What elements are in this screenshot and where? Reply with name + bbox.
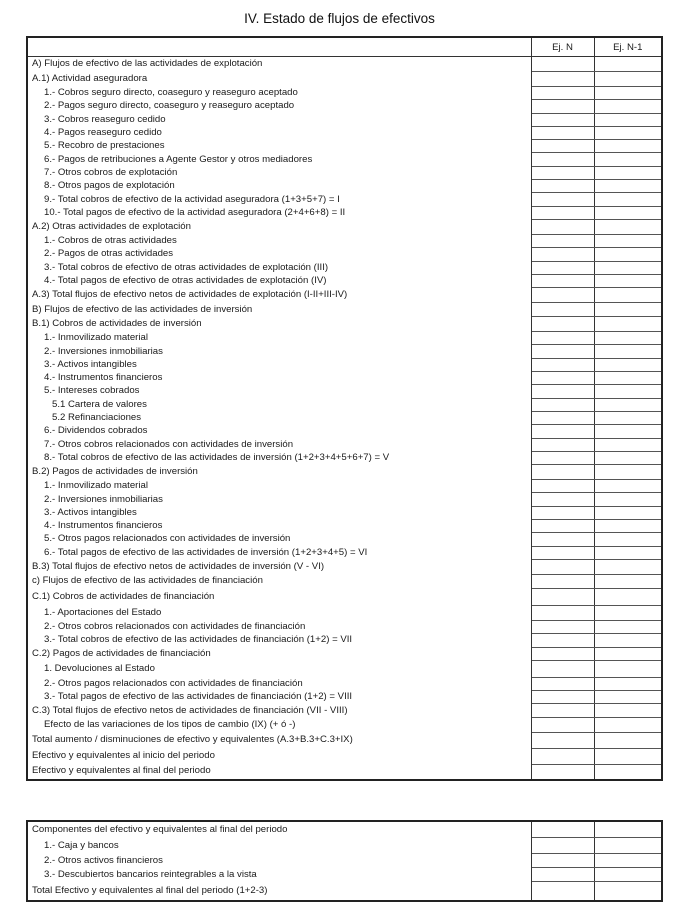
row-label: 3.- Activos intangibles bbox=[27, 358, 531, 371]
value-current-year[interactable] bbox=[531, 605, 594, 620]
cash-components-body bbox=[27, 821, 662, 901]
row-label: 4.- Instrumentos financieros bbox=[27, 520, 531, 533]
table-row bbox=[27, 234, 662, 247]
value-current-year[interactable] bbox=[531, 425, 594, 438]
value-current-year[interactable] bbox=[531, 821, 594, 838]
row-label: 4.- Total pagos de efectivo de otras actividades de explotación (IV) bbox=[27, 274, 531, 287]
table-row bbox=[27, 206, 662, 219]
value-current-year[interactable] bbox=[531, 303, 594, 317]
value-previous-year[interactable] bbox=[594, 465, 662, 480]
table-row bbox=[27, 57, 662, 72]
table-row bbox=[27, 385, 662, 398]
value-current-year[interactable] bbox=[531, 438, 594, 451]
value-current-year[interactable] bbox=[531, 451, 594, 464]
value-previous-year[interactable] bbox=[594, 438, 662, 451]
value-previous-year[interactable] bbox=[594, 193, 662, 206]
value-previous-year[interactable] bbox=[594, 660, 662, 677]
row-label: 5.- Otros pagos relacionados con actividades de inversión bbox=[27, 533, 531, 546]
value-previous-year[interactable] bbox=[594, 248, 662, 261]
row-label: Total aumento / disminuciones de efectivo y equivalentes (A.3+B.3+C.3+IX) bbox=[27, 732, 531, 748]
row-label: 1.- Cobros de otras actividades bbox=[27, 234, 531, 247]
table-row bbox=[27, 704, 662, 717]
table-row bbox=[27, 166, 662, 179]
table-row bbox=[27, 821, 662, 838]
value-current-year[interactable] bbox=[531, 234, 594, 247]
table-row bbox=[27, 493, 662, 506]
value-current-year[interactable] bbox=[531, 838, 594, 854]
value-previous-year[interactable] bbox=[594, 206, 662, 219]
value-current-year[interactable] bbox=[531, 546, 594, 559]
table-row bbox=[27, 425, 662, 438]
table-row bbox=[27, 634, 662, 647]
row-label: 2.- Inversiones inmobiliarias bbox=[27, 493, 531, 506]
value-current-year[interactable] bbox=[531, 506, 594, 519]
value-previous-year[interactable] bbox=[594, 87, 662, 100]
value-current-year[interactable] bbox=[531, 385, 594, 398]
row-label: C.3) Total flujos de efectivo netos de actividades de financiación (VII - VIII) bbox=[27, 704, 531, 717]
page-title: IV. Estado de flujos de efectivos bbox=[244, 11, 435, 26]
row-label: 7.- Otros cobros relacionados con actividades de inversión bbox=[27, 438, 531, 451]
value-previous-year[interactable] bbox=[594, 677, 662, 690]
value-previous-year[interactable] bbox=[594, 717, 662, 732]
table-row bbox=[27, 438, 662, 451]
value-current-year[interactable] bbox=[531, 480, 594, 493]
value-previous-year[interactable] bbox=[594, 451, 662, 464]
row-label: A) Flujos de efectivo de las actividades de explotación bbox=[27, 57, 531, 72]
value-previous-year[interactable] bbox=[594, 634, 662, 647]
value-previous-year[interactable] bbox=[594, 764, 662, 780]
value-current-year[interactable] bbox=[531, 574, 594, 588]
table-row bbox=[27, 358, 662, 371]
value-current-year[interactable] bbox=[531, 634, 594, 647]
value-current-year[interactable] bbox=[531, 180, 594, 193]
table-row bbox=[27, 288, 662, 303]
value-current-year[interactable] bbox=[531, 717, 594, 732]
row-label: 1.- Inmovilizado material bbox=[27, 332, 531, 345]
row-label: 3.- Total cobros de efectivo de otras actividades de explotación (III) bbox=[27, 261, 531, 274]
value-previous-year[interactable] bbox=[594, 588, 662, 605]
cash-flow-table bbox=[26, 36, 663, 781]
value-previous-year[interactable] bbox=[594, 398, 662, 411]
table-row bbox=[27, 372, 662, 385]
header-previous-year: Ej. N-1 bbox=[594, 37, 662, 57]
row-label: 1. Devoluciones al Estado bbox=[27, 660, 531, 677]
value-current-year[interactable] bbox=[531, 372, 594, 385]
row-label: Efectivo y equivalentes al final del periodo bbox=[27, 764, 531, 780]
value-previous-year[interactable] bbox=[594, 574, 662, 588]
value-current-year[interactable] bbox=[531, 691, 594, 704]
value-previous-year[interactable] bbox=[594, 234, 662, 247]
row-label: 10.- Total pagos de efectivo de la actividad aseguradora (2+4+6+8) = II bbox=[27, 206, 531, 219]
table-row bbox=[27, 691, 662, 704]
table-row bbox=[27, 219, 662, 234]
value-current-year[interactable] bbox=[531, 317, 594, 332]
table-row bbox=[27, 506, 662, 519]
value-current-year[interactable] bbox=[531, 854, 594, 868]
value-current-year[interactable] bbox=[531, 748, 594, 764]
table-row bbox=[27, 126, 662, 139]
table-row bbox=[27, 480, 662, 493]
value-current-year[interactable] bbox=[531, 465, 594, 480]
value-previous-year[interactable] bbox=[594, 520, 662, 533]
row-label: Total Efectivo y equivalentes al final del periodo (1+2-3) bbox=[27, 882, 531, 902]
value-current-year[interactable] bbox=[531, 660, 594, 677]
value-previous-year[interactable] bbox=[594, 166, 662, 179]
value-current-year[interactable] bbox=[531, 493, 594, 506]
table-row bbox=[27, 274, 662, 287]
value-current-year[interactable] bbox=[531, 620, 594, 633]
row-label: 2.- Pagos seguro directo, coaseguro y reaseguro aceptado bbox=[27, 100, 531, 113]
value-previous-year[interactable] bbox=[594, 480, 662, 493]
table-row bbox=[27, 588, 662, 605]
value-current-year[interactable] bbox=[531, 398, 594, 411]
row-label: Efecto de las variaciones de los tipos de cambio (IX) (+ ó -) bbox=[27, 717, 531, 732]
value-current-year[interactable] bbox=[531, 166, 594, 179]
row-label: C.1) Cobros de actividades de financiación bbox=[27, 588, 531, 605]
table-row bbox=[27, 87, 662, 100]
table-row bbox=[27, 764, 662, 780]
row-label: 8.- Otros pagos de explotación bbox=[27, 180, 531, 193]
value-current-year[interactable] bbox=[531, 274, 594, 287]
row-label: 1.- Aportaciones del Estado bbox=[27, 605, 531, 620]
value-previous-year[interactable] bbox=[594, 425, 662, 438]
row-label: c) Flujos de efectivo de las actividades de financiación bbox=[27, 574, 531, 588]
value-previous-year[interactable] bbox=[594, 411, 662, 424]
header-current-year: Ej. N bbox=[531, 37, 594, 57]
table-row bbox=[27, 748, 662, 764]
value-previous-year[interactable] bbox=[594, 345, 662, 358]
value-previous-year[interactable] bbox=[594, 153, 662, 166]
cash-components-table bbox=[26, 820, 663, 902]
table-row bbox=[27, 559, 662, 574]
value-current-year[interactable] bbox=[531, 193, 594, 206]
value-current-year[interactable] bbox=[531, 261, 594, 274]
header-label bbox=[27, 37, 531, 57]
row-label: C.2) Pagos de actividades de financiación bbox=[27, 647, 531, 660]
row-label: 2.- Pagos de otras actividades bbox=[27, 248, 531, 261]
table-row bbox=[27, 520, 662, 533]
value-current-year[interactable] bbox=[531, 140, 594, 153]
row-label: 6.- Dividendos cobrados bbox=[27, 425, 531, 438]
table-row bbox=[27, 345, 662, 358]
table-row bbox=[27, 605, 662, 620]
table-row bbox=[27, 451, 662, 464]
row-label: 6.- Pagos de retribuciones a Agente Gestor y otros mediadores bbox=[27, 153, 531, 166]
value-previous-year[interactable] bbox=[594, 100, 662, 113]
table-row bbox=[27, 854, 662, 868]
row-label: 2.- Inversiones inmobiliarias bbox=[27, 345, 531, 358]
value-previous-year[interactable] bbox=[594, 303, 662, 317]
table-row bbox=[27, 838, 662, 854]
value-current-year[interactable] bbox=[531, 153, 594, 166]
value-previous-year[interactable] bbox=[594, 274, 662, 287]
value-previous-year[interactable] bbox=[594, 821, 662, 838]
table-row bbox=[27, 574, 662, 588]
table-row bbox=[27, 717, 662, 732]
value-current-year[interactable] bbox=[531, 87, 594, 100]
value-current-year[interactable] bbox=[531, 868, 594, 882]
table-row bbox=[27, 882, 662, 902]
value-previous-year[interactable] bbox=[594, 748, 662, 764]
row-label: 9.- Total cobros de efectivo de la actividad aseguradora (1+3+5+7) = I bbox=[27, 193, 531, 206]
value-previous-year[interactable] bbox=[594, 140, 662, 153]
value-current-year[interactable] bbox=[531, 533, 594, 546]
value-previous-year[interactable] bbox=[594, 559, 662, 574]
row-label: 1.- Cobros seguro directo, coaseguro y reaseguro aceptado bbox=[27, 87, 531, 100]
value-previous-year[interactable] bbox=[594, 838, 662, 854]
row-label: 3.- Total pagos de efectivo de las actividades de financiación (1+2) = VIII bbox=[27, 691, 531, 704]
row-label: 5.1 Cartera de valores bbox=[27, 398, 531, 411]
value-current-year[interactable] bbox=[531, 647, 594, 660]
value-previous-year[interactable] bbox=[594, 385, 662, 398]
table-row bbox=[27, 465, 662, 480]
value-current-year[interactable] bbox=[531, 100, 594, 113]
value-previous-year[interactable] bbox=[594, 854, 662, 868]
table-row bbox=[27, 533, 662, 546]
row-label: A.1) Actividad aseguradora bbox=[27, 72, 531, 87]
value-current-year[interactable] bbox=[531, 732, 594, 748]
table-row bbox=[27, 100, 662, 113]
row-label: Componentes del efectivo y equivalentes al final del periodo bbox=[27, 821, 531, 838]
table-row bbox=[27, 411, 662, 424]
value-previous-year[interactable] bbox=[594, 533, 662, 546]
table-row bbox=[27, 546, 662, 559]
value-previous-year[interactable] bbox=[594, 219, 662, 234]
value-previous-year[interactable] bbox=[594, 57, 662, 72]
table-row bbox=[27, 140, 662, 153]
row-label: 7.- Otros cobros de explotación bbox=[27, 166, 531, 179]
row-label: A.3) Total flujos de efectivo netos de actividades de explotación (I-II+III-IV) bbox=[27, 288, 531, 303]
value-previous-year[interactable] bbox=[594, 605, 662, 620]
row-label: 3.- Descubiertos bancarios reintegrables a la vista bbox=[27, 868, 531, 882]
value-previous-year[interactable] bbox=[594, 868, 662, 882]
table-row bbox=[27, 303, 662, 317]
row-label: 5.2 Refinanciaciones bbox=[27, 411, 531, 424]
value-previous-year[interactable] bbox=[594, 506, 662, 519]
value-previous-year[interactable] bbox=[594, 647, 662, 660]
value-previous-year[interactable] bbox=[594, 317, 662, 332]
value-current-year[interactable] bbox=[531, 332, 594, 345]
value-current-year[interactable] bbox=[531, 72, 594, 87]
row-label: 6.- Total pagos de efectivo de las actividades de inversión (1+2+3+4+5) = VI bbox=[27, 546, 531, 559]
table-row bbox=[27, 72, 662, 87]
value-previous-year[interactable] bbox=[594, 732, 662, 748]
value-previous-year[interactable] bbox=[594, 332, 662, 345]
table-row bbox=[27, 332, 662, 345]
row-label: 2.- Otros cobros relacionados con actividades de financiación bbox=[27, 620, 531, 633]
row-label: B.3) Total flujos de efectivo netos de actividades de inversión (V - VI) bbox=[27, 559, 531, 574]
value-previous-year[interactable] bbox=[594, 493, 662, 506]
row-label: Efectivo y equivalentes al inicio del periodo bbox=[27, 748, 531, 764]
value-current-year[interactable] bbox=[531, 219, 594, 234]
value-current-year[interactable] bbox=[531, 588, 594, 605]
cash-flow-body bbox=[27, 57, 662, 780]
table-row bbox=[27, 113, 662, 126]
value-previous-year[interactable] bbox=[594, 372, 662, 385]
value-current-year[interactable] bbox=[531, 206, 594, 219]
table-row bbox=[27, 398, 662, 411]
table-row bbox=[27, 248, 662, 261]
row-label: A.2) Otras actividades de explotación bbox=[27, 219, 531, 234]
row-label: 1.- Caja y bancos bbox=[27, 838, 531, 854]
value-current-year[interactable] bbox=[531, 520, 594, 533]
table-row bbox=[27, 732, 662, 748]
value-current-year[interactable] bbox=[531, 345, 594, 358]
value-current-year[interactable] bbox=[531, 882, 594, 902]
value-current-year[interactable] bbox=[531, 57, 594, 72]
value-current-year[interactable] bbox=[531, 559, 594, 574]
value-previous-year[interactable] bbox=[594, 72, 662, 87]
value-previous-year[interactable] bbox=[594, 288, 662, 303]
value-current-year[interactable] bbox=[531, 677, 594, 690]
row-label: 3.- Total cobros de efectivo de las actividades de financiación (1+2) = VII bbox=[27, 634, 531, 647]
value-current-year[interactable] bbox=[531, 411, 594, 424]
row-label: 1.- Inmovilizado material bbox=[27, 480, 531, 493]
row-label: 4.- Pagos reaseguro cedido bbox=[27, 126, 531, 139]
row-label: B) Flujos de efectivo de las actividades de inversión bbox=[27, 303, 531, 317]
value-previous-year[interactable] bbox=[594, 180, 662, 193]
row-label: B.2) Pagos de actividades de inversión bbox=[27, 465, 531, 480]
value-previous-year[interactable] bbox=[594, 113, 662, 126]
row-label: 2.- Otros pagos relacionados con actividades de financiación bbox=[27, 677, 531, 690]
value-previous-year[interactable] bbox=[594, 882, 662, 902]
value-previous-year[interactable] bbox=[594, 546, 662, 559]
table-row bbox=[27, 180, 662, 193]
value-previous-year[interactable] bbox=[594, 358, 662, 371]
row-label: 5.- Intereses cobrados bbox=[27, 385, 531, 398]
row-label: 5.- Recobro de prestaciones bbox=[27, 140, 531, 153]
row-label: 8.- Total cobros de efectivo de las actividades de inversión (1+2+3+4+5+6+7) = V bbox=[27, 451, 531, 464]
table-row bbox=[27, 620, 662, 633]
row-label: 3.- Activos intangibles bbox=[27, 506, 531, 519]
table-row bbox=[27, 647, 662, 660]
row-label: 4.- Instrumentos financieros bbox=[27, 372, 531, 385]
table-row bbox=[27, 660, 662, 677]
value-current-year[interactable] bbox=[531, 126, 594, 139]
value-previous-year[interactable] bbox=[594, 691, 662, 704]
value-previous-year[interactable] bbox=[594, 620, 662, 633]
value-previous-year[interactable] bbox=[594, 126, 662, 139]
table-row bbox=[27, 261, 662, 274]
table-row bbox=[27, 317, 662, 332]
table-row bbox=[27, 677, 662, 690]
table-row bbox=[27, 153, 662, 166]
table-row bbox=[27, 193, 662, 206]
value-current-year[interactable] bbox=[531, 764, 594, 780]
value-current-year[interactable] bbox=[531, 248, 594, 261]
row-label: 3.- Cobros reaseguro cedido bbox=[27, 113, 531, 126]
value-current-year[interactable] bbox=[531, 113, 594, 126]
value-previous-year[interactable] bbox=[594, 261, 662, 274]
row-label: 2.- Otros activos financieros bbox=[27, 854, 531, 868]
value-previous-year[interactable] bbox=[594, 704, 662, 717]
value-current-year[interactable] bbox=[531, 358, 594, 371]
table-header-row bbox=[27, 37, 662, 57]
value-current-year[interactable] bbox=[531, 288, 594, 303]
value-current-year[interactable] bbox=[531, 704, 594, 717]
row-label: B.1) Cobros de actividades de inversión bbox=[27, 317, 531, 332]
table-row bbox=[27, 868, 662, 882]
